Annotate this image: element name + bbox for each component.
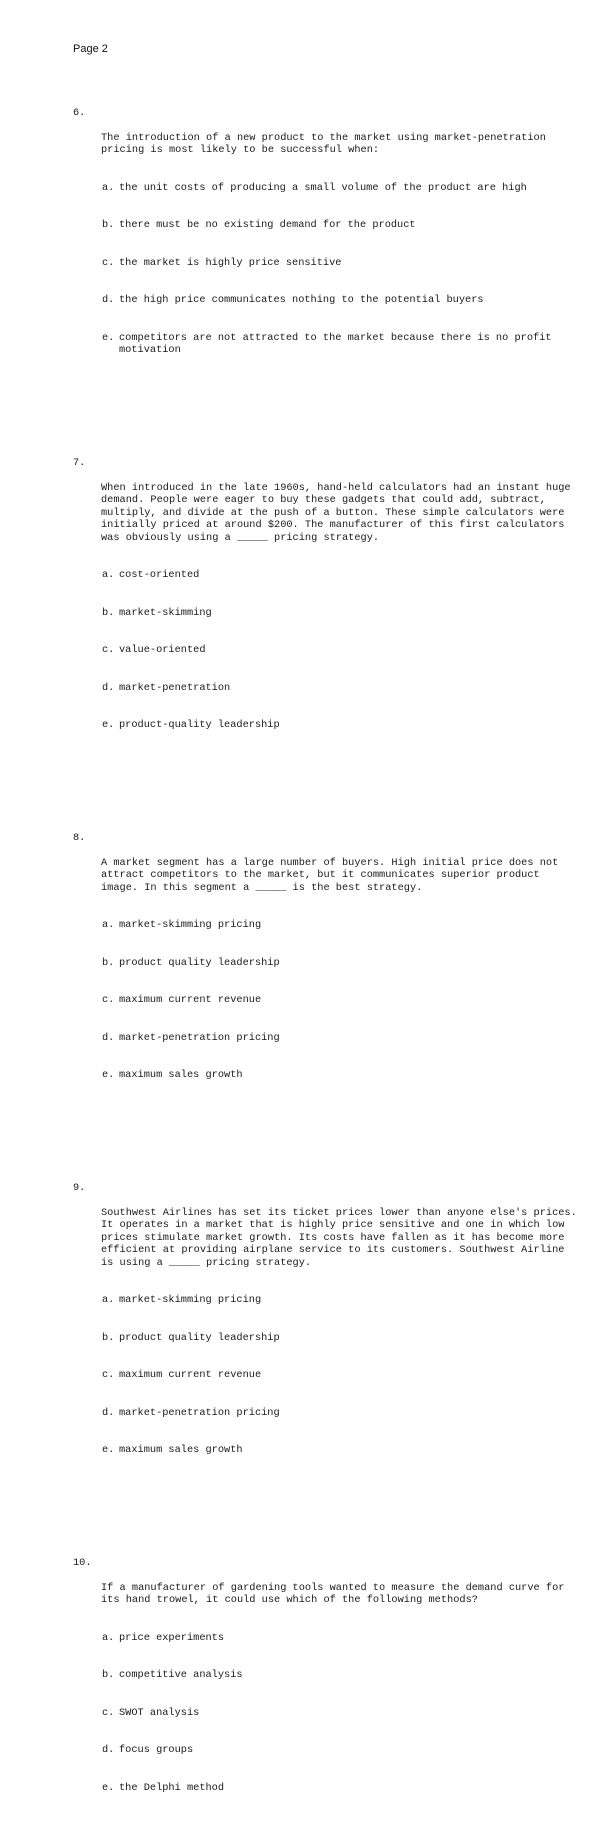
answer-option-b bbox=[101, 607, 588, 620]
question-spacer bbox=[73, 407, 588, 420]
question-body bbox=[101, 832, 588, 1107]
answer-option-a bbox=[101, 569, 588, 582]
option-text: product quality leadership bbox=[119, 956, 280, 969]
option-letter: d. bbox=[102, 1406, 115, 1419]
option-text: market-penetration pricing bbox=[119, 1406, 280, 1419]
question-stem: The introduction of a new product to the market using market-penetration pricing is most likely to be successful when: bbox=[101, 131, 546, 156]
option-text: focus groups bbox=[119, 1744, 194, 1756]
option-text: the high price communicates nothing to the potential buyers bbox=[119, 294, 484, 306]
option-text: SWOT analysis bbox=[119, 1706, 200, 1719]
answer-option-c bbox=[101, 1707, 588, 1720]
question-number: 8. bbox=[73, 831, 86, 844]
option-text: market-skimming pricing bbox=[119, 1294, 262, 1306]
answer-option-a bbox=[101, 1294, 588, 1307]
answer-option-c bbox=[101, 644, 588, 657]
answer-option-c bbox=[101, 994, 588, 1007]
option-letter: b. bbox=[102, 606, 115, 619]
question-list bbox=[73, 69, 588, 1844]
option-text: the market is highly price sensitive bbox=[119, 256, 342, 269]
question-body bbox=[101, 1182, 588, 1482]
question-10 bbox=[73, 1557, 588, 1820]
option-letter: e. bbox=[102, 1069, 115, 1081]
answer-option-b bbox=[101, 1332, 588, 1345]
answer-option-d bbox=[101, 294, 588, 307]
answer-option-d bbox=[101, 1407, 588, 1420]
option-letter: a. bbox=[102, 569, 115, 581]
question-spacer bbox=[73, 1507, 588, 1520]
answer-option-e bbox=[101, 332, 588, 357]
option-letter: d. bbox=[102, 1744, 115, 1756]
option-text: maximum sales growth bbox=[119, 1444, 243, 1456]
option-text: maximum current revenue bbox=[119, 994, 262, 1006]
answer-option-d bbox=[101, 1744, 588, 1757]
option-letter: a. bbox=[102, 919, 115, 931]
option-letter: b. bbox=[102, 956, 115, 969]
option-letter: e. bbox=[102, 1781, 115, 1794]
option-letter: e. bbox=[102, 719, 115, 731]
answer-option-e bbox=[101, 1782, 588, 1795]
option-text: maximum current revenue bbox=[119, 1369, 262, 1381]
option-letter: a. bbox=[102, 1294, 115, 1306]
option-letter: a. bbox=[102, 181, 115, 194]
question-number: 7. bbox=[73, 456, 86, 469]
option-text: there must be no existing demand for the product bbox=[119, 219, 416, 231]
option-letter: e. bbox=[102, 331, 115, 344]
question-stem: Southwest Airlines has set its ticket prices lower than anyone else's prices. It operates in a market that is highly price sensitive and one in which low prices stimulate market growth. Its costs have fallen as it has become more efficient at providing airplane service to its customers. Southwest Airline is using a _____ pricing strategy. bbox=[101, 1206, 577, 1269]
option-text: maximum sales growth bbox=[119, 1069, 243, 1081]
question-number: 6. bbox=[73, 106, 86, 119]
option-letter: b. bbox=[102, 1331, 115, 1344]
option-letter: d. bbox=[102, 294, 115, 306]
option-text: the unit costs of producing a small volume of the product are high bbox=[119, 181, 527, 194]
option-letter: a. bbox=[102, 1631, 115, 1644]
question-8 bbox=[73, 832, 588, 1107]
answer-option-b bbox=[101, 1669, 588, 1682]
option-letter: b. bbox=[102, 1669, 115, 1681]
answer-option-e bbox=[101, 1444, 588, 1457]
question-stem: If a manufacturer of gardening tools wanted to measure the demand curve for its hand trowel, it could use which of the following methods? bbox=[101, 1581, 565, 1606]
option-letter: c. bbox=[102, 644, 115, 656]
question-stem: When introduced in the late 1960s, hand-held calculators had an instant huge demand. People were eager to buy these gadgets that could add, subtract, multiply, and divide at the push of a button. These simple calculators were initially priced at around $200. The manufacturer of this first calculators was obviously using a _____ pricing strategy. bbox=[101, 481, 571, 544]
answer-option-e bbox=[101, 1069, 588, 1082]
question-body bbox=[101, 457, 588, 757]
question-spacer bbox=[73, 1132, 588, 1145]
option-text: market-skimming bbox=[119, 606, 212, 619]
option-text: price experiments bbox=[119, 1631, 225, 1644]
option-text: competitors are not attracted to the market because there is no profit motivation bbox=[119, 331, 552, 356]
answer-option-b bbox=[101, 957, 588, 970]
answer-option-d bbox=[101, 1032, 588, 1045]
question-number: 10. bbox=[73, 1556, 92, 1569]
option-letter: c. bbox=[102, 1706, 115, 1719]
question-number: 9. bbox=[73, 1181, 86, 1194]
option-letter: c. bbox=[102, 256, 115, 269]
option-text: competitive analysis bbox=[119, 1669, 243, 1681]
question-stem: A market segment has a large number of buyers. High initial price does not attract competitors to the market, but it communicates superior product image. In this segment a _____ is the best strategy. bbox=[101, 856, 559, 894]
option-text: product quality leadership bbox=[119, 1331, 280, 1344]
option-text: product-quality leadership bbox=[119, 719, 280, 731]
question-9 bbox=[73, 1182, 588, 1482]
answer-option-a bbox=[101, 1632, 588, 1645]
answer-option-c bbox=[101, 257, 588, 270]
option-letter: e. bbox=[102, 1444, 115, 1456]
option-letter: b. bbox=[102, 219, 115, 231]
answer-option-e bbox=[101, 719, 588, 732]
answer-option-c bbox=[101, 1369, 588, 1382]
answer-option-d bbox=[101, 682, 588, 695]
option-text: cost-oriented bbox=[119, 569, 200, 581]
question-7 bbox=[73, 457, 588, 757]
question-body bbox=[101, 1557, 588, 1820]
option-letter: c. bbox=[102, 1369, 115, 1381]
option-text: market-skimming pricing bbox=[119, 919, 262, 931]
option-letter: d. bbox=[102, 681, 115, 694]
option-text: market-penetration bbox=[119, 681, 231, 694]
answer-option-a bbox=[101, 182, 588, 195]
answer-option-a bbox=[101, 919, 588, 932]
question-body bbox=[101, 107, 588, 382]
option-text: value-oriented bbox=[119, 644, 206, 656]
question-6 bbox=[73, 107, 588, 382]
page-label: Page 2 bbox=[73, 43, 108, 55]
option-letter: c. bbox=[102, 994, 115, 1006]
answer-option-b bbox=[101, 219, 588, 232]
option-text: market-penetration pricing bbox=[119, 1031, 280, 1044]
option-letter: d. bbox=[102, 1031, 115, 1044]
question-spacer bbox=[73, 782, 588, 795]
option-text: the Delphi method bbox=[119, 1781, 225, 1794]
